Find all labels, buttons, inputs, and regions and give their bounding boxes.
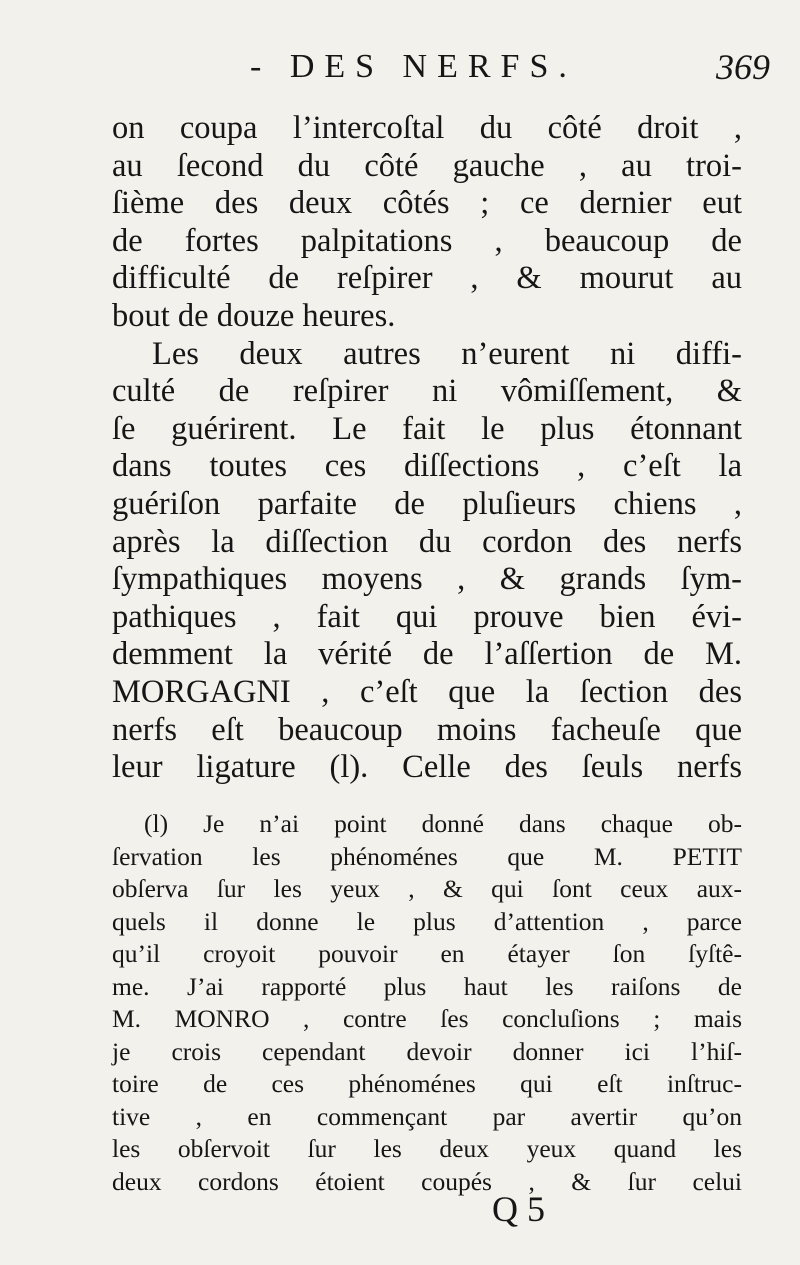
footnote-line: ſervation les phénoménes que M. PETIT bbox=[112, 841, 742, 871]
footnote-line: me. J’ai rapporté plus haut les raiſons de bbox=[112, 971, 742, 1001]
text-line: ſe guérirent. Le fait le plus étonnant bbox=[112, 410, 742, 447]
footnote-line: toire de ces phénoménes qui eſt inſtruc- bbox=[112, 1069, 742, 1098]
main-text bbox=[112, 110, 742, 787]
footnote-line: deux cordons étoient coupés , & ſur celui bbox=[112, 1166, 742, 1196]
footnote-line: quels il donne le plus d’attention , parce bbox=[112, 906, 742, 936]
text-line: demment la vérité de l’aſſertion de M. bbox=[112, 636, 742, 673]
text-line: ſième des deux côtés ; ce dernier eut bbox=[112, 185, 742, 222]
footnote-line: je crois cependant devoir donner ici l’hiſ- bbox=[112, 1036, 742, 1066]
footnote bbox=[112, 808, 742, 1198]
text-line: dans toutes ces diſſections , c’eſt la bbox=[112, 448, 742, 485]
text-line: difficulté de reſpirer , & mourut au bbox=[112, 260, 742, 297]
text-line: nerfs eſt beaucoup moins facheuſe que bbox=[112, 711, 742, 748]
text-line: bout de douze heures. bbox=[112, 297, 396, 334]
text-line: au ſecond du côté gauche , au troi- bbox=[112, 147, 742, 184]
text-line: pathiques , fait qui prouve bien évi- bbox=[112, 598, 742, 635]
text-line: guériſon parfaite de pluſieurs chiens , bbox=[112, 485, 742, 522]
text-line: ſympathiques moyens , & grands ſym- bbox=[112, 561, 742, 598]
text-line: MORGAGNI , c’eſt que la ſection des bbox=[112, 673, 742, 710]
footnote-line: les obſervoit ſur les deux yeux quand les bbox=[112, 1134, 742, 1163]
text-line: Les deux autres n’eurent ni diffi- bbox=[152, 335, 742, 372]
running-title: - DES NERFS. bbox=[250, 48, 577, 85]
signature-mark: Q 5 bbox=[492, 1189, 545, 1229]
footnote-line: obſerva ſur les yeux , & qui ſont ceux aux- bbox=[112, 874, 742, 903]
text-line: culté de reſpirer ni vômiſſement, & bbox=[112, 373, 742, 410]
footnote-line: M. MONRO , contre ſes concluſions ; mais bbox=[112, 1004, 742, 1033]
text-line: après la diſſection du cordon des nerfs bbox=[112, 523, 742, 560]
text-line: on coupa l’intercoſtal du côté droit , bbox=[112, 110, 742, 146]
text-line: de fortes palpitations , beaucoup de bbox=[112, 222, 742, 259]
page-header bbox=[250, 42, 770, 92]
page-number: 369 bbox=[716, 47, 770, 87]
footnote-line: (l) Je n’ai point donné dans chaque ob- bbox=[144, 809, 742, 838]
text-line: leur ligature (l). Celle des ſeuls nerfs bbox=[112, 749, 742, 786]
footnote-line: qu’il croyoit pouvoir en étayer ſon ſyſtê- bbox=[112, 939, 742, 968]
footnote-line: tive , en commençant par avertir qu’on bbox=[112, 1101, 742, 1131]
